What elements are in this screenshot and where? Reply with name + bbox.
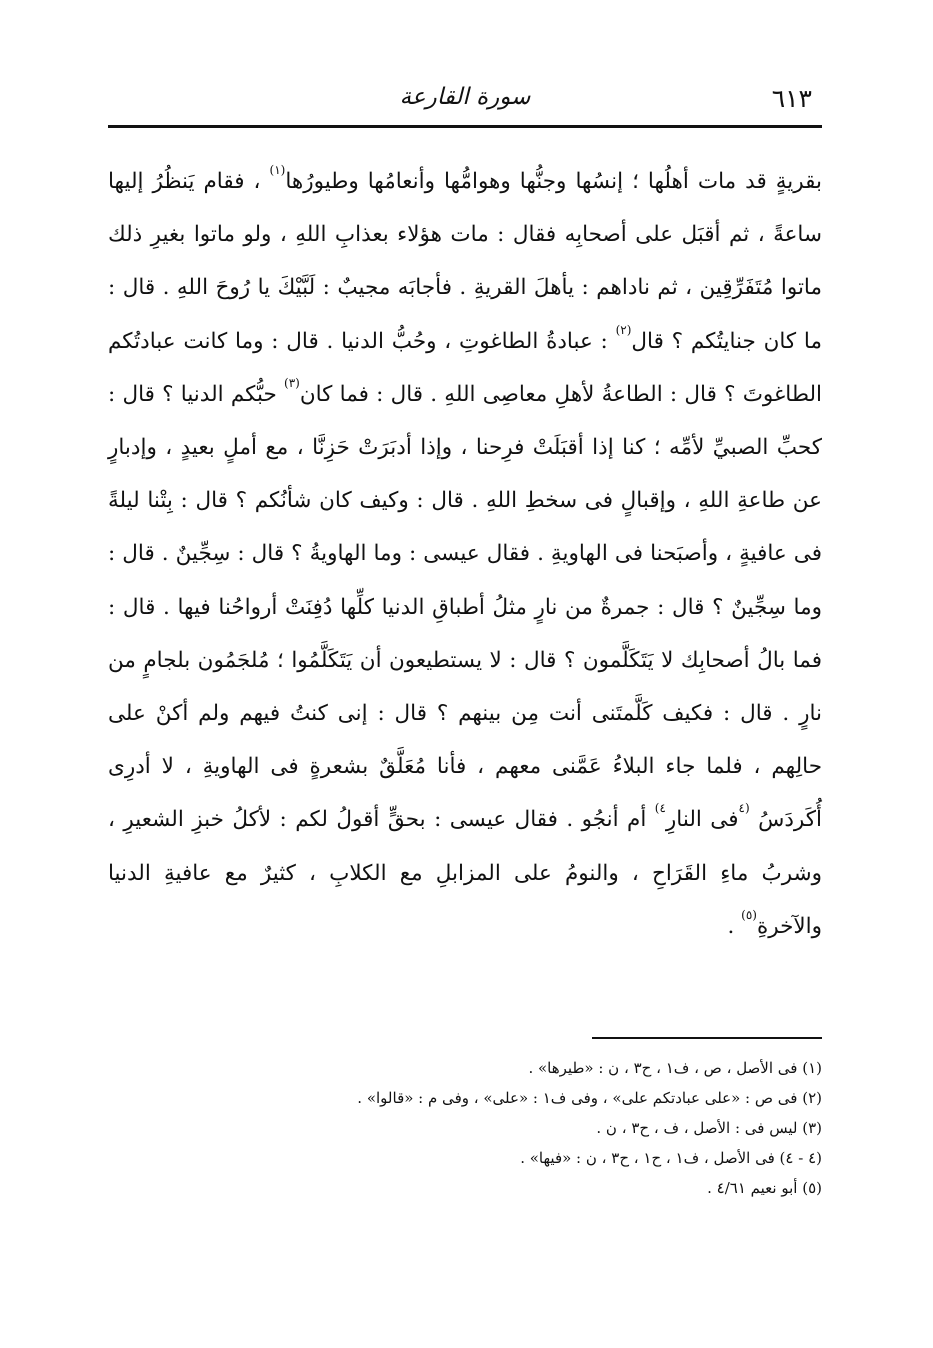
page-number: ٦١٣ — [771, 84, 812, 113]
footnote-3: (٣) ليس فى : الأصل ، ف ، ح٣ ، ن . — [596, 1119, 822, 1137]
footnote-marker-3: (٣) — [284, 375, 300, 390]
main-text — [108, 155, 822, 953]
footnote-2: (٢) فى ص : «على عبادتكم على» ، وفى ف١ : «على» ، وفى م : «قالوا» . — [357, 1089, 822, 1107]
page-header — [108, 80, 822, 116]
text-segment: أم أنجُو . فقال عيسى : بحقٍّ أقولُ لكم : لأكلُ خبزِ الشعيرِ ، وشربُ ماءِ القَرَاحِ ، والنومُ على المزابلِ مع الكلابِ ، كثيرٌ مع عافيةِ الدنيا والآخرةِ — [108, 807, 822, 939]
footnotes — [108, 1053, 822, 1203]
text-segment: . — [727, 913, 742, 939]
text-segment: : عبادةُ الطاغوتِ ، وحُبُّ الدنيا . قال : وما كانت عبادتُكم الطاغوتَ ؟ قال : الطاعةُ لأهلِ معاصِى اللهِ . قال : فما كان — [108, 328, 822, 407]
text-segment: حبُّكم الدنيا ؟ قال : كحبِّ الصبيِّ لأمِّه ؛ كنا إذا أقبَلَتْ فرِحنا ، وإذا أدبَرَتْ حَزِنَّا ، مع أملٍ بعيدٍ ، وإدبارٍ عن طاعةِ اللهِ ، وإقبالٍ فى سخطِ اللهِ . قال : وكيف كان شأنُكم ؟ قال : بِتْنا ليلةً فى عافيةٍ ، وأصبَحنا فى الهاويةِ . فقال عيسى : وما الهاويةُ ؟ قال : سِجِّينٌ . قال : وما سِجِّينٌ ؟ قال : جمرةٌ من نارٍ مثلُ أطباقِ الدنيا كلِّها دُفِنَتْ أرواحُنا فيها . قال : فما بالُ أصحابِك لا يَتَكَلَّمون ؟ قال : لا يستطيعون أن يَتَكَلَّمُوا ؛ مُلجَمُون بلجامٍ من نارٍ . قال : فكيف كَلَّمتَنى أنت مِن بينهم ؟ قال : إنى كنتُ فيهم ولم أكنْ على حالِهم ، فلما جاء البلاءُ عَمَّنى معهم ، فأنا مُعَلَّقٌ بشعرةٍ فى الهاويةِ ، لا أدرِى أُكَردَسُ — [108, 381, 822, 833]
body-paragraph — [108, 155, 822, 953]
surah-title: سورة القارعة — [399, 84, 531, 110]
text-segment: ، فقام يَنظُرُ إليها ساعةً ، ثم أقبَل على أصحابِه فقال : مات هؤلاء بعذابِ اللهِ ، ولو ماتوا بغيرِ ذلك ماتوا مُتَفَرِّقِين ، ثم ناداهم : يأهلَ القريةِ . فأجابَه مجيبٌ : لَبَّيْكَ يا رُوحَ اللهِ . قال : ما كان جنايتُكم ؟ قال — [108, 169, 822, 354]
footnote-1: (١) فى الأصل ، ص ، ف١ ، ح٣ ، ن : «طيرها» . — [528, 1059, 822, 1077]
footnote-marker-4-close: ٤) — [654, 801, 666, 816]
footnote-4: (٤ - ٤) فى الأصل ، ف١ ، ح١ ، ح٣ ، ن : «فيها» . — [520, 1149, 822, 1167]
text-segment: فى النارِ — [665, 807, 739, 833]
header-rule — [108, 125, 822, 128]
footnote-5: (٥) أبو نعيم ٤/٦١ . — [707, 1179, 822, 1197]
footnote-marker-1: (١) — [269, 163, 286, 177]
footnote-marker-2: (٢) — [615, 322, 632, 337]
footnote-rule — [592, 1037, 822, 1039]
footnote-marker-5: (٥) — [741, 907, 757, 922]
footnote-marker-4-open: (٤ — [738, 801, 750, 816]
text-segment: بقريةٍ قد مات أهلُها ؛ إنسُها وجنُّها وهوامُّها وأنعامُها وطيورُها — [285, 169, 822, 194]
